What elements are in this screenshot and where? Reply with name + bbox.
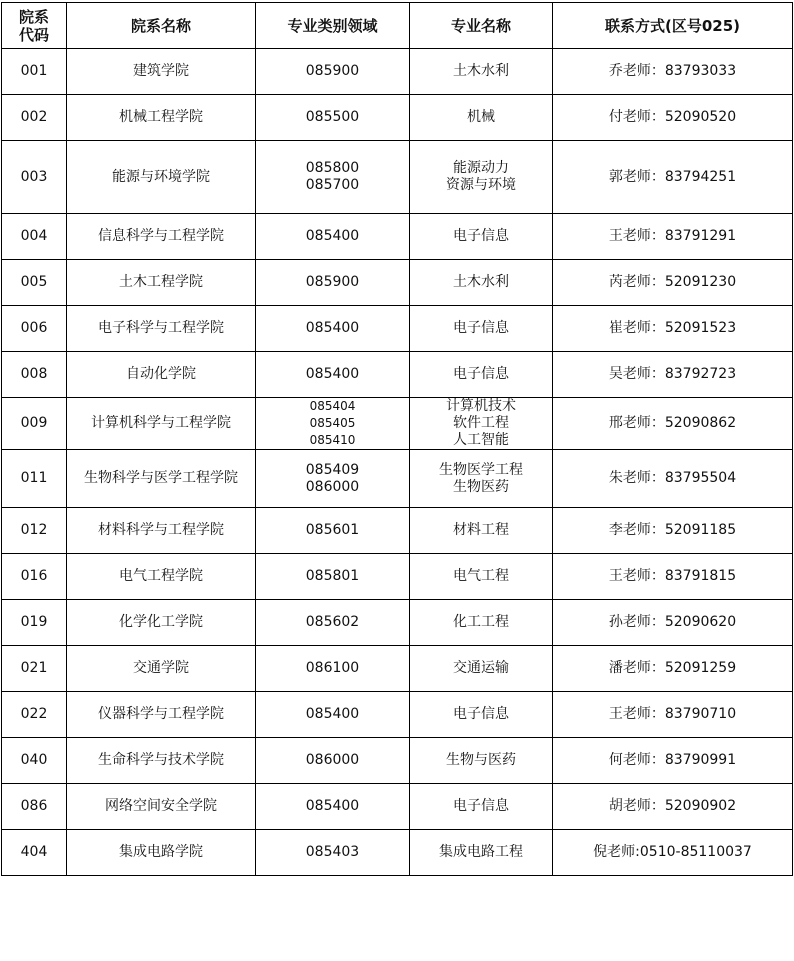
major-name: 电子信息 [453, 366, 509, 382]
major-name-cell [410, 352, 553, 398]
field-code: 085400 [305, 228, 360, 244]
table-row [2, 450, 793, 508]
field-code-cell [256, 214, 410, 260]
contact-cell: 朱老师：83795504 [553, 450, 793, 508]
major-name: 生物与医药 [446, 752, 516, 768]
dept-code-cell: 011 [2, 450, 67, 508]
header-dept-code-line1: 院系 [18, 7, 49, 26]
contact-cell: 吴老师：83792723 [553, 352, 793, 398]
field-code: 085405 [309, 416, 356, 430]
major-name: 机械 [467, 109, 495, 125]
major-name: 电气工程 [453, 568, 509, 584]
major-name: 交通运输 [453, 660, 509, 676]
contact-cell: 付老师：52090520 [553, 95, 793, 141]
field-code-cell [256, 352, 410, 398]
field-code: 085410 [309, 433, 356, 447]
table-row [2, 508, 793, 554]
dept-name-cell: 自动化学院 [67, 352, 256, 398]
dept-code-cell: 016 [2, 554, 67, 600]
table-row [2, 738, 793, 784]
header-dept-code [2, 3, 67, 49]
dept-code-cell: 001 [2, 49, 67, 95]
major-name: 土木水利 [453, 63, 509, 79]
field-code: 085602 [305, 614, 360, 630]
dept-code-cell: 021 [2, 646, 67, 692]
field-code: 085404 [309, 399, 356, 413]
field-code: 085500 [305, 109, 360, 125]
major-name-cell [410, 784, 553, 830]
major-name: 电子信息 [453, 228, 509, 244]
major-name: 电子信息 [453, 798, 509, 814]
field-code: 085409 [305, 461, 360, 478]
contact-cell: 乔老师：83793033 [553, 49, 793, 95]
field-code: 085400 [305, 320, 360, 336]
field-code-cell [256, 600, 410, 646]
field-code-cell [256, 646, 410, 692]
field-code-cell [256, 508, 410, 554]
field-code: 085900 [305, 274, 360, 290]
major-name: 集成电路工程 [439, 844, 523, 860]
contact-cell: 郭老师：83794251 [553, 141, 793, 214]
field-code: 085403 [305, 844, 360, 860]
field-code: 085400 [305, 706, 360, 722]
field-code-cell [256, 830, 410, 876]
major-name-cell [410, 738, 553, 784]
major-name-cell [410, 260, 553, 306]
dept-name-cell: 生物科学与医学工程学院 [67, 450, 256, 508]
table-row [2, 784, 793, 830]
dept-name-cell: 建筑学院 [67, 49, 256, 95]
dept-code-cell: 005 [2, 260, 67, 306]
dept-name-cell: 电气工程学院 [67, 554, 256, 600]
major-name: 软件工程 [453, 415, 509, 431]
table-row [2, 49, 793, 95]
contact-cell: 崔老师：52091523 [553, 306, 793, 352]
table-row [2, 830, 793, 876]
field-code: 085400 [305, 798, 360, 814]
header-contact: 联系方式(区号025) [553, 3, 793, 49]
table-row [2, 554, 793, 600]
field-code-cell [256, 784, 410, 830]
contact-cell: 倪老师:0510-85110037 [553, 830, 793, 876]
dept-name-cell: 集成电路学院 [67, 830, 256, 876]
dept-name-cell: 网络空间安全学院 [67, 784, 256, 830]
dept-name-cell: 计算机科学与工程学院 [67, 398, 256, 450]
field-code-cell [256, 49, 410, 95]
contact-cell: 孙老师：52090620 [553, 600, 793, 646]
major-name-cell [410, 600, 553, 646]
dept-code-cell: 012 [2, 508, 67, 554]
major-name-cell [410, 646, 553, 692]
major-name: 能源动力 [453, 160, 509, 176]
major-name-cell [410, 95, 553, 141]
field-code-cell [256, 306, 410, 352]
contact-cell: 潘老师：52091259 [553, 646, 793, 692]
major-name: 材料工程 [453, 522, 509, 538]
table-row [2, 692, 793, 738]
field-code-cell [256, 398, 410, 450]
major-name: 资源与环境 [446, 177, 516, 193]
table-row [2, 95, 793, 141]
field-code-cell [256, 95, 410, 141]
contact-cell: 芮老师：52091230 [553, 260, 793, 306]
dept-name-cell: 化学化工学院 [67, 600, 256, 646]
dept-code-cell: 008 [2, 352, 67, 398]
dept-name-cell: 材料科学与工程学院 [67, 508, 256, 554]
major-name: 电子信息 [453, 320, 509, 336]
major-name-cell [410, 508, 553, 554]
dept-code-cell: 002 [2, 95, 67, 141]
major-name: 电子信息 [453, 706, 509, 722]
major-name-cell [410, 554, 553, 600]
major-name: 人工智能 [453, 432, 509, 448]
major-name-cell [410, 214, 553, 260]
contact-cell: 王老师：83790710 [553, 692, 793, 738]
dept-code-cell: 019 [2, 600, 67, 646]
dept-code-cell: 009 [2, 398, 67, 450]
field-code: 085800 [305, 160, 360, 176]
department-contact-table [1, 2, 793, 876]
table-body [2, 49, 793, 876]
header-dept-code-line2: 代码 [18, 25, 49, 44]
major-name: 计算机技术 [446, 398, 516, 414]
field-code: 086000 [305, 478, 360, 495]
major-name-cell [410, 398, 553, 450]
field-code: 085601 [305, 522, 360, 538]
dept-name-cell: 机械工程学院 [67, 95, 256, 141]
table-row [2, 141, 793, 214]
major-name: 生物医学工程 [439, 461, 523, 478]
field-code: 086100 [305, 660, 360, 676]
field-code-cell [256, 260, 410, 306]
field-code-cell [256, 738, 410, 784]
dept-name-cell: 信息科学与工程学院 [67, 214, 256, 260]
major-name-cell [410, 49, 553, 95]
contact-cell: 王老师：83791815 [553, 554, 793, 600]
table-row [2, 214, 793, 260]
field-code: 085400 [305, 366, 360, 382]
dept-name-cell: 仪器科学与工程学院 [67, 692, 256, 738]
field-code: 085801 [305, 568, 360, 584]
table-header-row [2, 3, 793, 49]
contact-cell: 何老师：83790991 [553, 738, 793, 784]
dept-code-cell: 004 [2, 214, 67, 260]
dept-code-cell: 404 [2, 830, 67, 876]
dept-code-cell: 086 [2, 784, 67, 830]
table-row [2, 646, 793, 692]
table-row [2, 600, 793, 646]
major-name-cell [410, 830, 553, 876]
contact-cell: 王老师：83791291 [553, 214, 793, 260]
table-row [2, 352, 793, 398]
header-major: 专业名称 [410, 3, 553, 49]
header-field: 专业类别领域 [256, 3, 410, 49]
major-name-cell [410, 141, 553, 214]
dept-code-cell: 006 [2, 306, 67, 352]
header-dept-name: 院系名称 [67, 3, 256, 49]
major-name: 土木水利 [453, 274, 509, 290]
field-code-cell [256, 692, 410, 738]
contact-cell: 邢老师：52090862 [553, 398, 793, 450]
dept-code-cell: 022 [2, 692, 67, 738]
field-code-cell [256, 554, 410, 600]
contact-cell: 胡老师：52090902 [553, 784, 793, 830]
major-name-cell [410, 306, 553, 352]
field-code-cell [256, 141, 410, 214]
dept-name-cell: 土木工程学院 [67, 260, 256, 306]
field-code: 085900 [305, 63, 360, 79]
field-code-cell [256, 450, 410, 508]
field-code: 086000 [305, 752, 360, 768]
dept-name-cell: 生命科学与技术学院 [67, 738, 256, 784]
contact-cell: 李老师：52091185 [553, 508, 793, 554]
major-name-cell [410, 450, 553, 508]
dept-code-cell: 003 [2, 141, 67, 214]
major-name: 化工工程 [453, 614, 509, 630]
table-row [2, 398, 793, 450]
dept-code-cell: 040 [2, 738, 67, 784]
major-name: 生物医药 [453, 478, 509, 495]
dept-name-cell: 电子科学与工程学院 [67, 306, 256, 352]
table-row [2, 260, 793, 306]
major-name-cell [410, 692, 553, 738]
field-code: 085700 [305, 177, 360, 193]
dept-name-cell: 能源与环境学院 [67, 141, 256, 214]
dept-name-cell: 交通学院 [67, 646, 256, 692]
table-row [2, 306, 793, 352]
